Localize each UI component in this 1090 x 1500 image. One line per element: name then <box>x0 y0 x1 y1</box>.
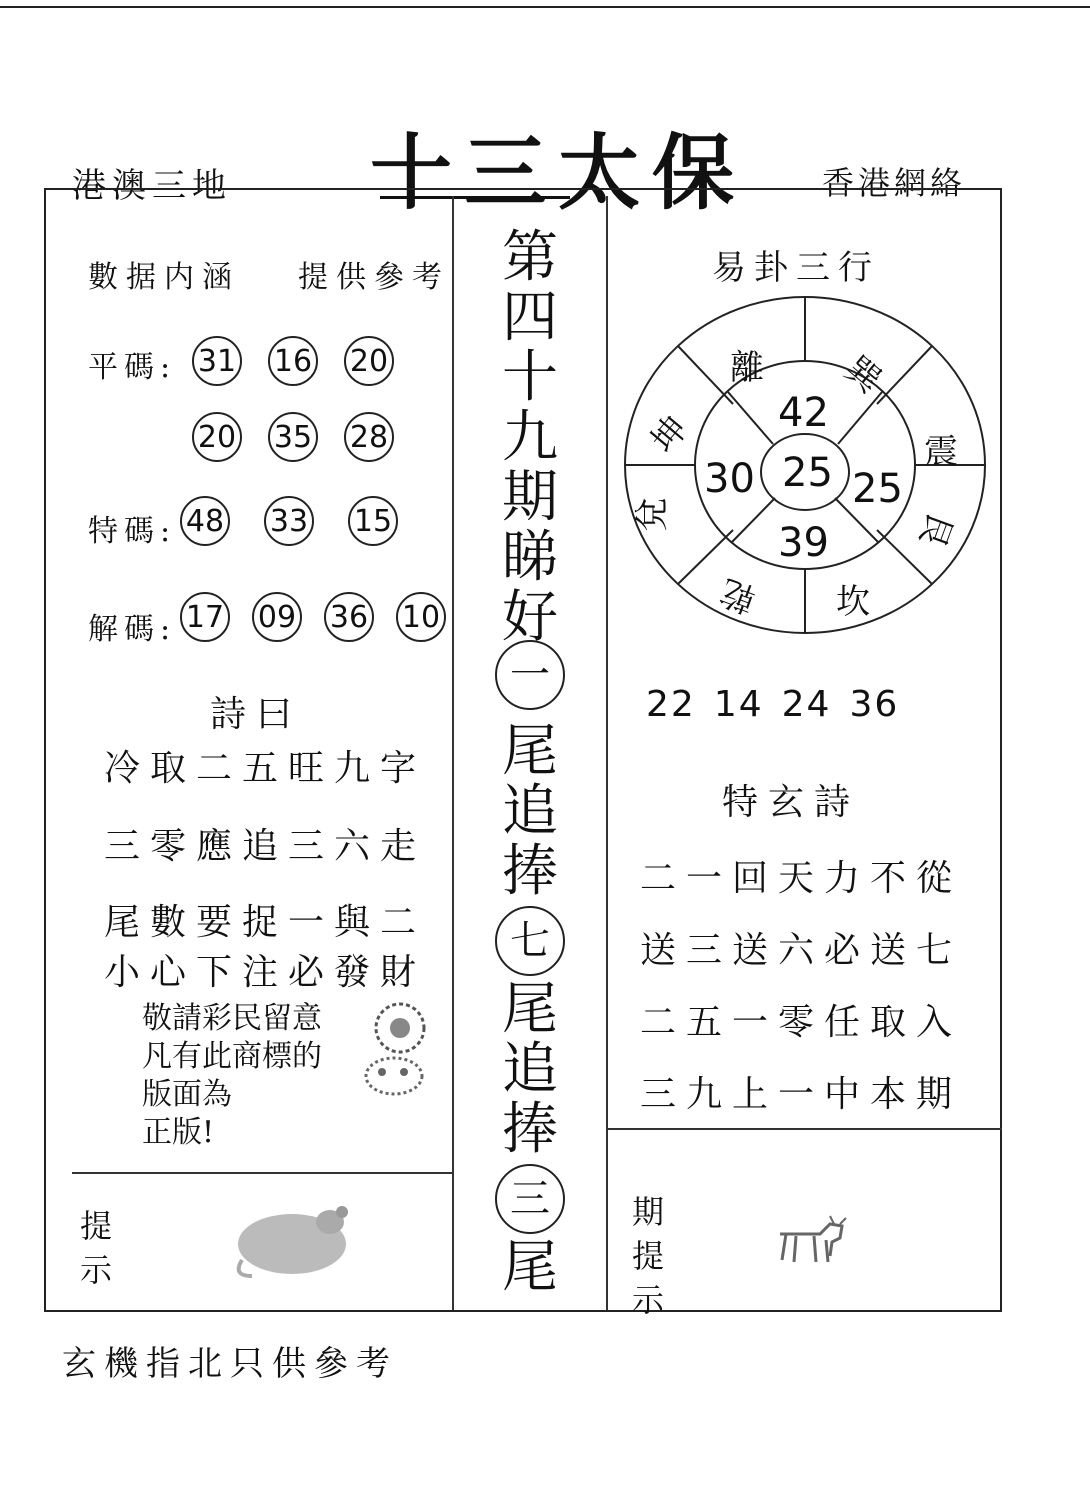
right-poem-line: 三九上一中本期 <box>640 1074 963 1115</box>
trigram-kan: 坎 <box>836 582 870 622</box>
number-ball: 15 <box>348 496 398 546</box>
number-ball: 35 <box>268 412 318 462</box>
trigram-gen: 艮 <box>911 506 961 553</box>
issue-char: 期 <box>502 465 558 530</box>
right-hint-label: 期提示 <box>632 1193 665 1319</box>
lucky-number: 36 <box>849 684 900 725</box>
sequence-char: 尾 <box>502 977 558 1042</box>
right-panel-divider <box>608 1128 1002 1130</box>
number-ball: 09 <box>252 592 302 642</box>
sequence-char: 捧 <box>502 1097 558 1162</box>
wheel-title: 易卦三行 <box>712 248 880 288</box>
left-poem-line: 尾數要捉一與二 <box>104 902 427 943</box>
wheel-number-center: 25 <box>782 450 833 496</box>
lucky-number: 14 <box>713 684 764 725</box>
notice-line: 敬請彩民留意 <box>142 1001 322 1036</box>
left-subtitle-right: 提供參考 <box>298 260 450 295</box>
number-ball: 33 <box>264 496 314 546</box>
right-poem-line: 二五一零任取入 <box>640 1002 963 1043</box>
issue-char: 十 <box>502 345 558 410</box>
number-ball: 48 <box>180 496 230 546</box>
right-poem-title: 特玄詩 <box>722 782 861 823</box>
number-ball: 36 <box>324 592 374 642</box>
number-ball: 10 <box>396 592 446 642</box>
wheel-number-top: 42 <box>778 390 829 436</box>
row-label-decode: 解碼: <box>88 612 177 647</box>
left-poem-title: 詩曰 <box>210 694 303 735</box>
issue-char: 第 <box>502 225 558 290</box>
lucky-number: 24 <box>781 684 832 725</box>
number-ball: 20 <box>344 336 394 386</box>
left-poem-line: 小心下注必發財 <box>104 952 427 993</box>
tail-digit-circle: 三 <box>495 1164 565 1234</box>
top-rule <box>0 6 1090 8</box>
ox-icon <box>770 1212 850 1272</box>
right-poem-line: 二一回天力不從 <box>640 858 963 899</box>
footer-disclaimer: 玄機指北只供參考 <box>62 1344 398 1384</box>
trigram-dui: 兌 <box>632 497 673 532</box>
sequence-char: 捧 <box>502 839 558 904</box>
notice-line: 凡有此商標的 <box>142 1039 322 1074</box>
tail-chase-sequence <box>480 636 580 1298</box>
number-row-flat-1 <box>192 336 394 386</box>
number-ball: 20 <box>192 412 242 462</box>
left-panel-divider <box>72 1172 452 1174</box>
sequence-char: 追 <box>502 779 558 844</box>
left-poem-line: 冷取二五旺九字 <box>104 748 427 789</box>
number-row-flat-2 <box>192 412 394 462</box>
wheel-number-bottom: 39 <box>778 520 829 566</box>
page-title: 十三太保 <box>370 126 747 221</box>
left-hint-label: 提示 <box>80 1207 113 1289</box>
lucky-number-row <box>646 684 899 725</box>
number-row-special <box>180 496 398 546</box>
trigram-kun: 坤 <box>643 408 696 461</box>
wheel-number-right: 25 <box>852 466 903 512</box>
wheel-number-left: 30 <box>704 456 755 502</box>
left-poem-line: 三零應追三六走 <box>104 826 427 867</box>
trigram-zhen: 震 <box>924 432 958 472</box>
left-subtitle-left: 數据内涵 <box>88 260 240 295</box>
number-ball: 31 <box>192 336 242 386</box>
issue-char: 好 <box>502 585 558 650</box>
sequence-char: 追 <box>502 1037 558 1102</box>
authenticity-notice <box>142 1000 322 1152</box>
tail-digit-circle: 一 <box>495 640 565 710</box>
right-poem-line: 送三送六必送七 <box>640 930 963 971</box>
trademark-stamp-icon <box>356 990 440 1106</box>
trigram-li: 離 <box>730 348 764 388</box>
number-ball: 28 <box>344 412 394 462</box>
sequence-char: 尾 <box>502 1235 558 1300</box>
issue-char: 四 <box>502 285 558 350</box>
number-ball: 17 <box>180 592 230 642</box>
number-ball: 16 <box>268 336 318 386</box>
notice-line: 版面為 <box>142 1077 232 1112</box>
issue-char: 九 <box>502 405 558 470</box>
tail-digit-circle: 七 <box>495 906 565 976</box>
trigram-xun: 巽 <box>836 348 889 402</box>
row-label-flat: 平碼: <box>88 350 177 385</box>
number-row-decode <box>180 592 446 642</box>
header-right-text: 香港網絡 <box>822 164 967 202</box>
sequence-char: 尾 <box>502 719 558 784</box>
notice-line: 正版! <box>142 1115 215 1150</box>
issue-vertical-title <box>480 225 580 650</box>
row-label-special: 特碼: <box>88 514 177 549</box>
rat-icon <box>232 1200 362 1280</box>
issue-char: 睇 <box>502 525 558 590</box>
lucky-number: 22 <box>646 684 696 725</box>
header-left-text: 港澳三地 <box>72 166 232 206</box>
trigram-qian: 乾 <box>715 570 762 620</box>
